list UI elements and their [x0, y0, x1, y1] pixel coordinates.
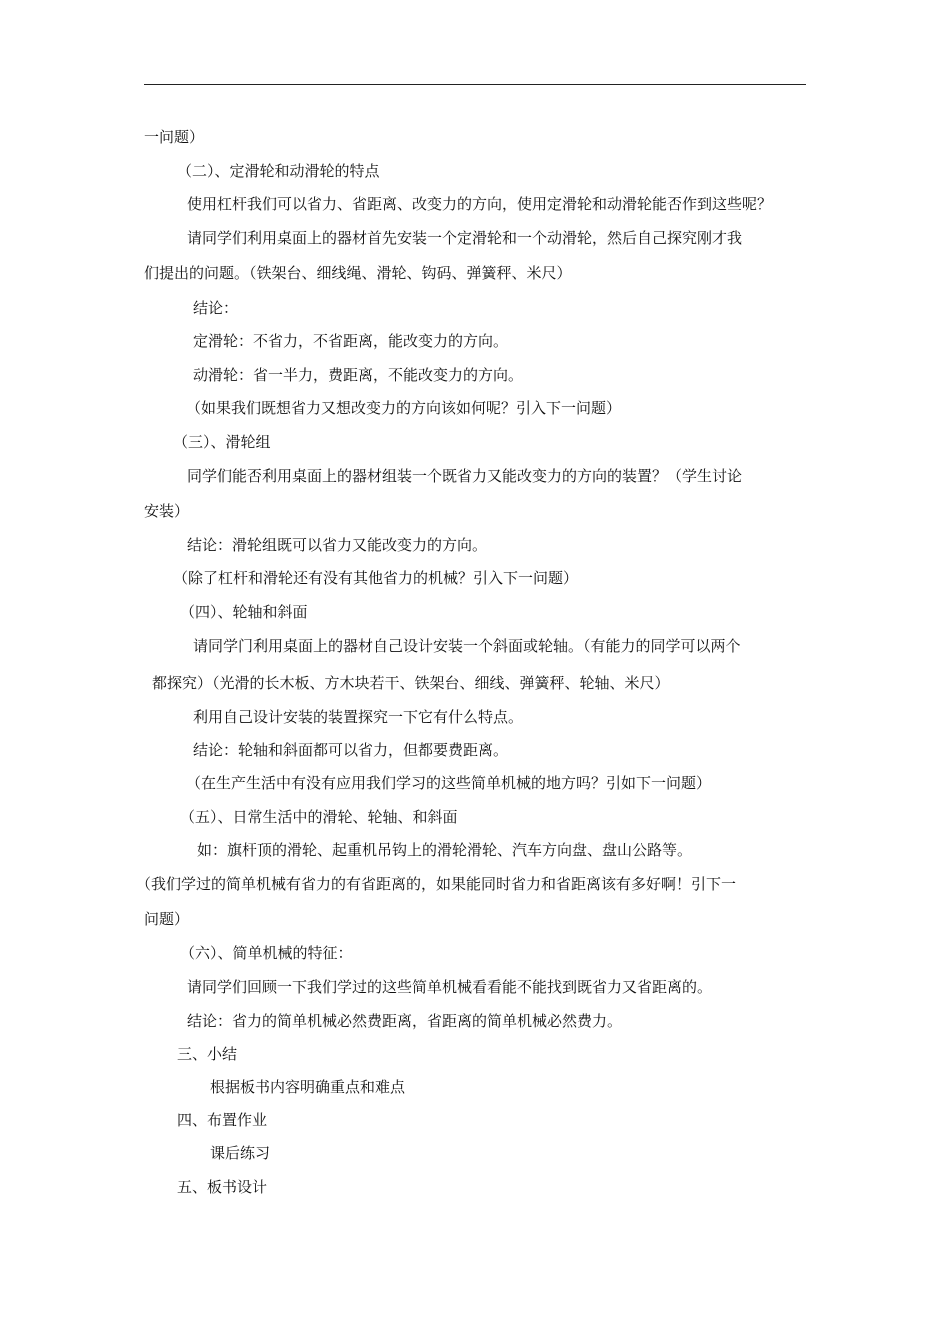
text-line: （我们学过的简单机械有省力的有省距离的，如果能同时省力和省距离该有多好啊！引下一 — [136, 875, 737, 893]
section-heading: 三、小结 — [177, 1045, 238, 1063]
text-line: 请同学们回顾一下我们学过的这些简单机械看看能不能找到既省力又省距离的。 — [187, 978, 713, 996]
text-line: 课后练习 — [210, 1144, 271, 1162]
text-line: 结论：省力的简单机械必然费距离，省距离的简单机械必然费力。 — [187, 1012, 623, 1030]
text-line: 结论：滑轮组既可以省力又能改变力的方向。 — [187, 536, 488, 554]
section-heading: （六）、简单机械的特征： — [180, 944, 353, 962]
header-rule — [144, 84, 806, 85]
text-line: 结论：轮轴和斜面都可以省力，但都要费距离。 — [193, 741, 509, 759]
text-line: 都探究）（光滑的长木板、方木块若干、铁架台、细线、弹簧秤、轮轴、米尺） — [152, 674, 670, 692]
section-heading: （三）、滑轮组 — [173, 433, 271, 451]
text-line: 如：旗杆顶的滑轮、起重机吊钩上的滑轮滑轮、汽车方向盘、盘山公路等。 — [197, 841, 693, 859]
section-heading: （二）、定滑轮和动滑轮的特点 — [177, 162, 380, 180]
text-line: 定滑轮：不省力，不省距离，能改变力的方向。 — [193, 332, 509, 350]
text-line: （除了杠杆和滑轮还有没有其他省力的机械？引入下一问题） — [173, 569, 579, 587]
text-line: 请同学们利用桌面上的器材首先安装一个定滑轮和一个动滑轮，然后自己探究刚才我 — [187, 229, 743, 247]
text-line: 利用自己设计安装的装置探究一下它有什么特点。 — [193, 708, 524, 726]
text-line: 动滑轮：省一半力，费距离，不能改变力的方向。 — [193, 366, 524, 384]
section-heading: 四、布置作业 — [177, 1111, 268, 1129]
section-heading: 五、板书设计 — [177, 1178, 268, 1196]
text-line: 们提出的问题。（铁架台、细线绳、滑轮、钩码、弹簧秤、米尺） — [144, 264, 572, 282]
section-heading: （五）、日常生活中的滑轮、轮轴、和斜面 — [180, 808, 458, 826]
text-line: 使用杠杆我们可以省力、省距离、改变力的方向，使用定滑轮和动滑轮能否作到这些呢？ — [187, 195, 773, 213]
text-line: （如果我们既想省力又想改变力的方向该如何呢？引入下一问题） — [186, 399, 622, 417]
text-line: 请同学门利用桌面上的器材自己设计安装一个斜面或轮轴。（有能力的同学可以两个 — [193, 637, 741, 655]
text-line: 问题） — [144, 910, 190, 928]
text-line: 根据板书内容明确重点和难点 — [210, 1078, 406, 1096]
text-line: 同学们能否利用桌面上的器材组装一个既省力又能改变力的方向的装置？（学生讨论 — [187, 467, 743, 485]
text-line: （在生产生活中有没有应用我们学习的这些简单机械的地方吗？引如下一问题） — [186, 774, 712, 792]
text-line: 安装） — [144, 502, 190, 520]
section-heading: （四）、轮轴和斜面 — [180, 603, 308, 621]
text-line: 一问题） — [144, 128, 205, 146]
text-line: 结论： — [193, 299, 239, 317]
